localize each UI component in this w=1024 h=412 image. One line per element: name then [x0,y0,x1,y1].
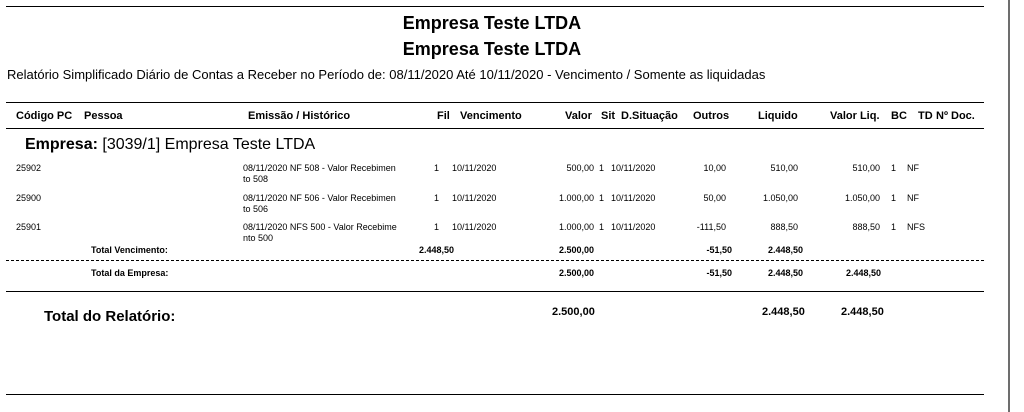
total-vencimento-valor: 2.500,00 [559,245,595,255]
row-liquido: 888,50 [770,222,798,232]
col-codigo: Código PC [16,110,73,122]
col-emissao: Emissão / Histórico [248,110,351,122]
row-codigo: 25901 [16,222,42,232]
row-bc: 1 [891,193,897,203]
row-fil: 1 [434,163,440,173]
col-liquido: Liquido [758,110,798,122]
row-historico-cont: to 508 [243,174,269,184]
row-vencimento: 10/11/2020 [452,222,497,232]
total-empresa-label: Total da Empresa: [91,268,169,278]
row-historico: 08/11/2020 NF 506 - Valor Recebimen [243,193,396,203]
row-valorliq: 1.050,00 [844,193,880,203]
row-historico-cont: to 506 [243,204,269,214]
total-relatorio-liquido: 2.448,50 [762,306,805,318]
row-vencimento: 10/11/2020 [452,163,497,173]
row-outros: 50,00 [703,193,726,203]
col-valorliq: Valor Liq. [830,110,880,122]
row-valorliq: 510,00 [852,163,880,173]
group-value: [3039/1] Empresa Teste LTDA [102,136,316,153]
row-sit: 1 [599,222,605,232]
row-fil: 1 [434,193,440,203]
subtotal-dashed-rule [6,260,984,261]
row-bc: 1 [891,222,897,232]
total-empresa-liquido: 2.448,50 [768,268,804,278]
row-historico: 08/11/2020 NF 508 - Valor Recebimen [243,163,396,173]
col-valor: Valor [565,110,592,122]
col-vencimento: Vencimento [460,110,522,122]
col-bc: BC [891,110,907,122]
row-historico-cont: nto 500 [243,233,274,243]
row-sit: 1 [599,163,605,173]
total-relatorio-label: Total do Relatório: [44,308,176,325]
total-vencimento-emissao: 2.448,50 [418,245,454,255]
row-dsituacao: 10/11/2020 [611,193,656,203]
bottom-rule [6,394,984,395]
row-sit: 1 [599,193,605,203]
row-td: NF [907,163,919,173]
col-td: TD [918,110,933,122]
total-empresa-valor: 2.500,00 [559,268,595,278]
col-pessoa: Pessoa [84,110,123,122]
row-codigo: 25900 [16,193,42,203]
row-outros: -111,50 [696,222,726,232]
col-outros: Outros [693,110,730,122]
total-empresa-valorliq: 2.448,50 [846,268,882,278]
row-td: NFS [907,222,925,232]
total-relatorio-valorliq: 2.448,50 [841,306,884,318]
group-header [25,136,315,154]
row-historico: 08/11/2020 NFS 500 - Valor Recebime [243,222,397,232]
row-fil: 1 [434,222,440,232]
col-fil: Fil [437,110,450,122]
header-bottom-rule [6,128,984,129]
row-dsituacao: 10/11/2020 [611,163,656,173]
header-top-rule [6,102,984,103]
total-empresa-outros: -51,50 [706,268,732,278]
row-outros: 10,00 [703,163,726,173]
row-valor: 1.000,00 [558,222,594,232]
row-liquido: 1.050,00 [762,193,798,203]
row-vencimento: 10/11/2020 [452,193,497,203]
report-subtitle: Relatório Simplificado Diário de Contas a Receber no Período de: 08/11/2020 Até 10/11/2020 - Vencimento / Somente as liquidadas [7,67,766,82]
row-codigo: 25902 [16,163,42,173]
row-bc: 1 [891,163,897,173]
company-title-1: Empresa Teste LTDA [402,13,582,33]
row-dsituacao: 10/11/2020 [611,222,656,232]
top-rule [6,6,984,7]
total-relatorio-valor: 2.500,00 [552,306,595,318]
col-dsituacao: D.Situação [621,110,678,122]
empresa-total-rule [6,291,984,292]
row-td: NF [907,193,919,203]
row-valor: 1.000,00 [558,193,594,203]
page-edge-shadow [1008,0,1010,412]
row-liquido: 510,00 [770,163,798,173]
row-valorliq: 888,50 [852,222,880,232]
col-ndoc: Nº Doc. [936,110,975,122]
group-label: Empresa: [25,136,98,153]
col-sit: Sit [601,110,616,122]
total-vencimento-outros: -51,50 [706,245,732,255]
company-title-2: Empresa Teste LTDA [402,39,582,59]
total-vencimento-liquido: 2.448,50 [768,245,804,255]
row-valor: 500,00 [566,163,594,173]
total-vencimento-label: Total Vencimento: [91,245,168,255]
